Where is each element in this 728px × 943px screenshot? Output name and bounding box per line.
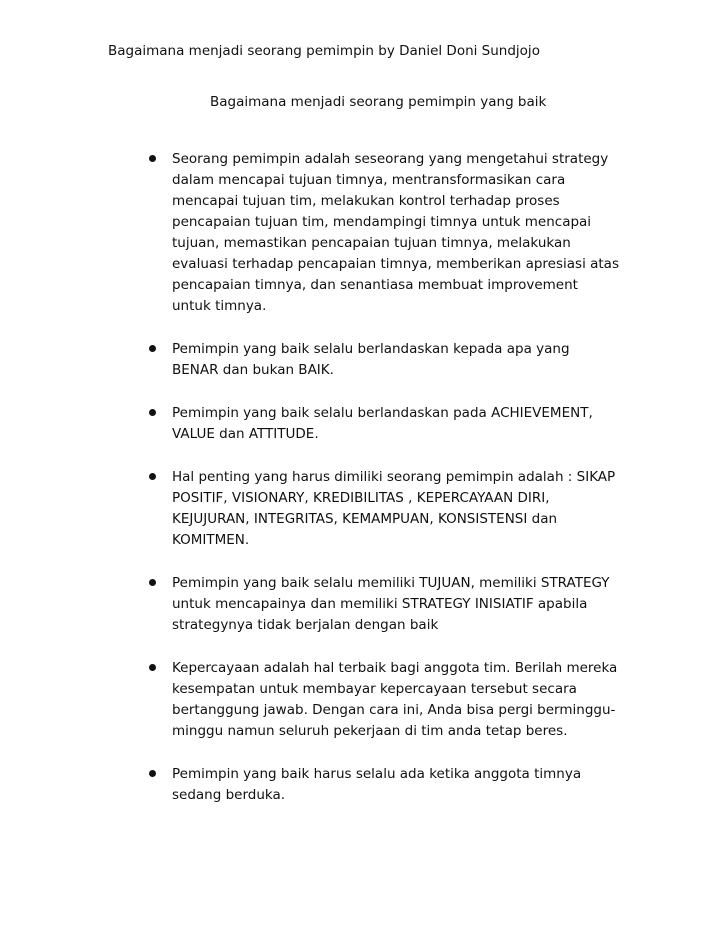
list-item-text: Hal penting yang harus dimiliki seorang pemimpin adalah : SIKAP POSITIF, VISIONARY, KREDIBILITAS , KEPERCAYAAN DIRI, KEJUJURAN, INTEGRITAS, KEMAMPUAN, KONSISTENSI dan KOMITMEN. [172, 469, 616, 548]
list-item [0, 403, 620, 445]
list-item [0, 764, 620, 806]
bullet-icon [149, 345, 156, 352]
list-item [0, 573, 620, 636]
list-item [0, 467, 620, 551]
bullet-icon [149, 770, 156, 777]
list-item [0, 149, 620, 317]
list-item-text: Seorang pemimpin adalah seseorang yang mengetahui strategy dalam mencapai tujuan timnya, mentransformasikan cara mencapai tujuan tim, melakukan kontrol terhadap proses pencapaian tujuan tim, mendampingi timnya untuk mencapai tujuan, memastikan pencapaian tujuan timnya, melakukan evaluasi terhadap pencapaian timnya, memberikan apresiasi atas pencapaian timnya, dan senantiasa membuat improvement untuk timnya. [172, 151, 619, 314]
bullet-icon [149, 409, 156, 416]
bullet-icon [149, 579, 156, 586]
bullet-icon [149, 664, 156, 671]
list-item [0, 658, 620, 742]
bullet-list [0, 149, 728, 828]
list-item [0, 339, 620, 381]
list-item-text: Pemimpin yang baik selalu berlandaskan pada ACHIEVEMENT, VALUE dan ATTITUDE. [172, 405, 593, 442]
bullet-icon [149, 155, 156, 162]
list-item-text: Pemimpin yang baik harus selalu ada ketika anggota timnya sedang berduka. [172, 766, 582, 803]
list-item-text: Kepercayaan adalah hal terbaik bagi anggota tim. Berilah mereka kesempatan untuk membayar kepercayaan tersebut secara bertanggung jawab. Dengan cara ini, Anda bisa pergi berminggu-minggu namun seluruh pekerjaan di tim anda tetap beres. [172, 660, 618, 739]
list-item-text: Pemimpin yang baik selalu berlandaskan kepada apa yang BENAR dan bukan BAIK. [172, 341, 570, 378]
list-item-text: Pemimpin yang baik selalu memiliki TUJUAN, memiliki STRATEGY untuk mencapainya dan memiliki STRATEGY INISIATIF apabila strategynya tidak berjalan dengan baik [172, 575, 610, 633]
document-title: Bagaimana menjadi seorang pemimpin yang baik [210, 94, 547, 110]
bullet-icon [149, 473, 156, 480]
document-header: Bagaimana menjadi seorang pemimpin by Daniel Doni Sundjojo [108, 43, 540, 59]
